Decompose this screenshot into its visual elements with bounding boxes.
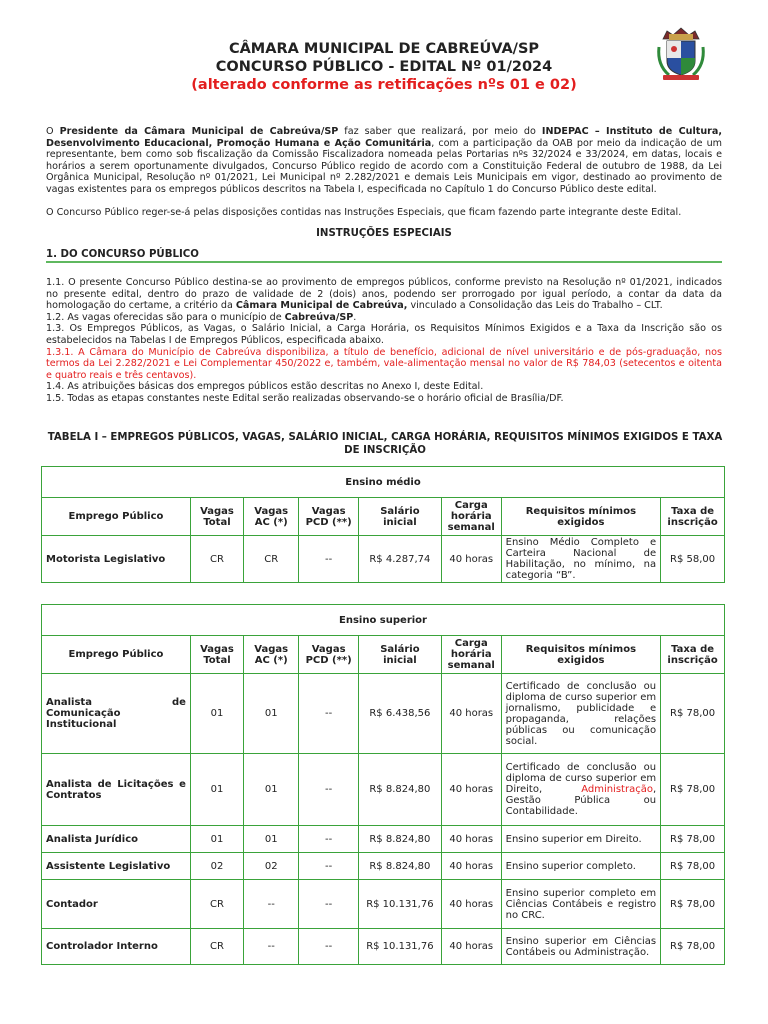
intro-text: faz saber que realizará, por meio do	[338, 126, 542, 137]
section-1-title: 1. DO CONCURSO PÚBLICO	[46, 249, 722, 263]
intro-institute: INDEPAC – Instituto de Cultura, Desenvolvimento Educacional, Promoção Humana e Ação Comunitária	[46, 126, 722, 149]
table-row: Analista de Comunicação Institucional 01 01 -- R$ 6.438,56 40 horas Certificado de conclusão ou diploma de curso superior em jornalismo, publicidade e propaganda, relações públicas ou comunicação social. R$ 78,00	[42, 674, 725, 754]
col-header: Vagas AC (*)	[244, 498, 299, 536]
col-header: Carga horária semanal	[441, 498, 501, 536]
item-1-2: 1.2. As vagas oferecidas são para o município de Cabreúva/SP.	[46, 311, 357, 323]
document-header	[0, 40, 768, 94]
intro-text: , com a participação da OAB por meio da indicação de um representante, bem como sob fiscalização da Comissão Fiscalizadora nomeada pelas Portarias nºs 32/2024 e 33/2024, em datas, locais e horários a serem oportunamente divulgados, Concurso Público regido de acordo com a Constituição Federal de outubro de 1988, da Lei Orgânica Municipal, Resolução nº 01/2021, Lei Municipal nº 2.282/2021 e demais Leis Municipais em vigor, destinado ao provimento de vagas existentes para os empregos públicos descritos na Tabela I, especificada no Capítulo 1 do Concurso Público deste edital.	[46, 137, 722, 195]
header-line-1: CÂMARA MUNICIPAL DE CABREÚVA/SP	[228, 41, 540, 57]
col-header: Vagas Total	[190, 498, 243, 536]
table-title: TABELA I – EMPREGOS PÚBLICOS, VAGAS, SALÁRIO INICIAL, CARGA HORÁRIA, REQUISITOS MÍNIMOS EXIGIDOS E TAXA DE INSCRIÇÃO	[47, 432, 723, 456]
table-caption: Ensino superior	[42, 605, 725, 636]
city-crest-icon	[655, 25, 707, 83]
col-header: Requisitos mínimos exigidos	[501, 498, 661, 536]
table-ensino-superior	[41, 604, 725, 965]
table-row: Analista Jurídico 01 01 -- R$ 8.824,80 40 horas Ensino superior em Direito. R$ 78,00	[42, 826, 725, 853]
header-line-3: (alterado conforme as retificações nºs 01 e 02)	[191, 77, 577, 93]
table-row: Controlador Interno CR -- -- R$ 10.131,76 40 horas Ensino superior em Ciências Contábeis ou Administração. R$ 78,00	[42, 929, 725, 965]
col-header: Vagas PCD (**)	[299, 636, 359, 674]
intro-president: Presidente da Câmara Municipal de Cabreúva/SP	[59, 126, 339, 137]
table-row: Motorista Legislativo CR CR -- R$ 4.287,74 40 horas Ensino Médio Completo e Carteira Nacional de Habilitação, no mínimo, na categoria “B”. R$ 58,00	[42, 536, 725, 583]
col-header: Emprego Público	[42, 636, 191, 674]
table-row: Assistente Legislativo 02 02 -- R$ 8.824,80 40 horas Ensino superior completo. R$ 78,00	[42, 853, 725, 880]
item-1-4: 1.4. As atribuições básicas dos empregos públicos estão descritas no Anexo I, deste Edital.	[46, 381, 484, 393]
col-header: Vagas PCD (**)	[299, 498, 359, 536]
item-1-3: 1.3. Os Empregos Públicos, as Vagas, o Salário Inicial, a Carga Horária, os Requisitos Mínimos Exigidos e a Taxa da Inscrição são os estabelecidos na Tabelas I de Empregos Públicos, especificada abaixo.	[46, 323, 722, 346]
header-line-2: CONCURSO PÚBLICO - EDITAL Nº 01/2024	[215, 59, 553, 75]
table-caption: Ensino médio	[42, 467, 725, 498]
instructions-title: INSTRUÇÕES ESPECIAIS	[316, 228, 452, 239]
intro-text: O	[46, 126, 60, 137]
item-1-1: 1.1. O presente Concurso Público destina-se ao provimento de empregos públicos, conforme previsto na Resolução nº 01/2021, indicados no presente edital, dentro do prazo de validade de 2 (dois) anos, podendo ser prorrogado por igual período, a contar da data da homologação do certame, a critério da Câmara Municipal de Cabreúva, vinculado a Consolidação das Leis do Trabalho – CLT.	[46, 277, 722, 312]
col-header: Salário inicial	[358, 636, 441, 674]
item-1-3-1: 1.3.1. A Câmara do Município de Cabreúva disponibiliza, a título de benefício, adicional de nível universitário e de pós-graduação, nos termos da Lei 2.282/2021 e Lei Complementar 450/2022 e, também, vale-alimentação mensal no valor de R$ 784,03 (setecentos e oitenta e quatro reais e três centavos).	[46, 346, 722, 381]
item-1-5: 1.5. Todas as etapas constantes neste Edital serão realizadas observando-se o horário oficial de Brasília/DF.	[46, 392, 564, 404]
col-header: Salário inicial	[358, 498, 441, 536]
intro-paragraph-2: O Concurso Público reger-se-á pelas disposições contidas nas Instruções Especiais, que ficam fazendo parte integrante deste Edital.	[46, 207, 682, 218]
col-header: Vagas Total	[190, 636, 243, 674]
col-header: Taxa de inscrição	[661, 498, 725, 536]
col-header: Taxa de inscrição	[661, 636, 725, 674]
section-1-items	[46, 277, 722, 405]
col-header: Vagas AC (*)	[244, 636, 299, 674]
col-header: Carga horária semanal	[441, 636, 501, 674]
col-header: Requisitos mínimos exigidos	[501, 636, 661, 674]
col-header: Emprego Público	[42, 498, 191, 536]
table-ensino-medio	[41, 466, 725, 583]
table-row: Analista de Licitações e Contratos 01 01 -- R$ 8.824,80 40 horas Certificado de conclusão ou diploma de curso superior em Direito, Administração, Gestão Pública ou Contabilidade. R$ 78,00	[42, 754, 725, 826]
table-row: Contador CR -- -- R$ 10.131,76 40 horas Ensino superior completo em Ciências Contábeis e registro no CRC. R$ 78,00	[42, 880, 725, 929]
intro-paragraph	[46, 126, 722, 196]
